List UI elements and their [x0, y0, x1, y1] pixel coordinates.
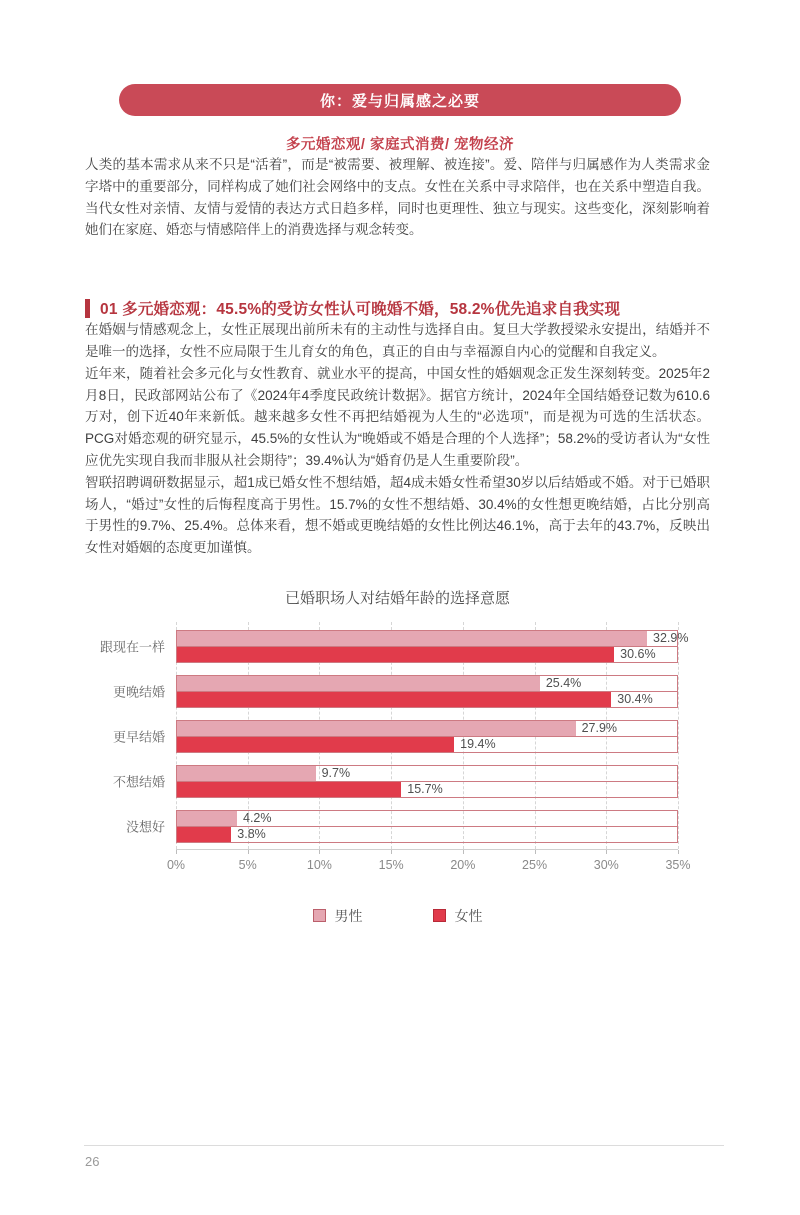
- axis-tick-mark: [391, 850, 392, 854]
- heading-accent-bar: [85, 299, 90, 318]
- axis-tick-label: 30%: [593, 857, 619, 872]
- bar-fill-女性: [177, 647, 614, 662]
- axis-tick-label: 15%: [378, 857, 404, 872]
- bar-chart: [85, 587, 710, 926]
- bar-value-label: 19.4%: [460, 737, 496, 752]
- axis-tick-label: 0%: [166, 857, 186, 872]
- chart-legend: [85, 906, 710, 926]
- section-banner: [119, 84, 681, 116]
- chart-x-axis: [166, 850, 691, 880]
- bar-track-女性: [176, 646, 678, 663]
- bar-track-女性: [176, 691, 678, 708]
- chart-category-row: [99, 630, 689, 663]
- bar-value-label: 32.9%: [653, 631, 689, 646]
- page-number: 26: [85, 1154, 100, 1169]
- section-heading: [85, 297, 710, 319]
- axis-tick-mark: [319, 850, 320, 854]
- axis-tick-mark: [535, 850, 536, 854]
- bar-track-男性: [176, 675, 678, 692]
- axis-tick-mark: [678, 850, 679, 854]
- axis-tick-label: 25%: [522, 857, 548, 872]
- bar-value-label: 30.4%: [617, 692, 653, 707]
- legend-item-女性: [433, 906, 483, 926]
- bar-fill-男性: [177, 631, 647, 646]
- bar-value-label: 3.8%: [237, 827, 266, 842]
- chart-title: 已婚职场人对结婚年龄的选择意愿: [284, 589, 510, 607]
- intro-paragraph: 人类的基本需求从来不只是“活着”，而是“被需要、被理解、被连接”。爱、陪伴与归属感作为人类需求金字塔中的重要部分，同样构成了她们社会网络中的支点。女性在关系中寻求陪伴，也在关系中塑造自我。当代女性对亲情、友情与爱情的表达方式日趋多样，同时也更理性、独立与现实。这些变化，深刻影响着她们在家庭、婚恋与情感陪伴上的消费选择与观念转变。: [85, 157, 710, 238]
- chart-plot-area: [99, 622, 689, 850]
- paragraph: 智联招聘调研数据显示，超1成已婚女性不想结婚，超4成未婚女性希望30岁以后结婚或不婚。对于已婚职场人，“婚过”女性的后悔程度高于男性。15.7%的女性不想结婚、30.4%的女性想更晚结婚，占比分别高于男性的9.7%、25.4%。总体来看，想不婚或更晚结婚的女性比例达46.1%，高于去年的43.7%，反映出女性对婚姻的态度更加谨慎。: [85, 474, 710, 556]
- axis-tick-label: 20%: [450, 857, 476, 872]
- legend-item-男性: [313, 906, 363, 926]
- legend-label: 女性: [454, 907, 483, 924]
- bar-track-女性: [176, 826, 678, 843]
- bar-fill-女性: [177, 827, 231, 842]
- legend-label: 男性: [334, 907, 363, 924]
- bar-track-男性: [176, 810, 678, 827]
- bar-value-label: 4.2%: [243, 811, 272, 826]
- category-label: 跟现在一样: [99, 639, 165, 655]
- legend-swatch-icon: [433, 909, 446, 922]
- bar-track-男性: [176, 720, 678, 737]
- chart-category-row: [112, 675, 678, 708]
- bar-value-label: 30.6%: [620, 647, 656, 662]
- legend-swatch-icon: [313, 909, 326, 922]
- gridline: [678, 622, 679, 849]
- category-label: 更早结婚: [112, 729, 165, 745]
- paragraph: 近年来，随着社会多元化与女性教育、就业水平的提高，中国女性的婚姻观念正发生深刻转变。2025年2月8日，民政部网站公布了《2024年4季度民政统计数据》。据官方统计，2024年全国结婚登记数为610.6万对，创下近40年来新低。越来越多女性不再把结婚视为人生的“必选项”，而是视为可选的生活状态。PCG对婚恋观的研究显示，45.5%的女性认为“晚婚或不婚是合理的个人选择”；58.2%的受访者认为“女性应优先实现自我而非服从社会期待”；39.4%认为“婚育仍是人生重要阶段”。: [85, 365, 710, 468]
- paragraph: 在婚姻与情感观念上，女性正展现出前所未有的主动性与选择自由。复旦大学教授梁永安提出，结婚并不是唯一的选择，女性不应局限于生儿育女的角色，真正的自由与幸福源自内心的觉醒和自我定义。: [85, 322, 710, 359]
- bar-track-女性: [176, 781, 678, 798]
- bar-value-label: 25.4%: [545, 676, 582, 691]
- bar-value-label: 15.7%: [407, 782, 443, 797]
- bar-fill-男性: [177, 721, 576, 736]
- axis-tick-label: 35%: [665, 857, 691, 872]
- axis-tick-mark: [176, 850, 177, 854]
- category-label: 没想好: [125, 819, 165, 835]
- bar-track-男性: [176, 630, 689, 647]
- category-label: 更晚结婚: [112, 684, 165, 700]
- axis-tick-mark: [463, 850, 464, 854]
- bar-value-label: 27.9%: [581, 721, 618, 736]
- footer-divider: [84, 1145, 724, 1146]
- axis-tick-mark: [248, 850, 249, 854]
- chart-category-row: [112, 765, 678, 798]
- bar-fill-男性: [177, 766, 316, 781]
- bar-fill-男性: [177, 676, 540, 691]
- banner-title: 你：爱与归属感之必要: [319, 92, 480, 110]
- bar-fill-男性: [177, 811, 237, 826]
- axis-tick-label: 5%: [238, 857, 257, 872]
- document-page: [0, 84, 800, 1215]
- bar-track-男性: [176, 765, 678, 782]
- bar-fill-女性: [177, 782, 401, 797]
- section-heading-text: 01 多元婚恋观：45.5%的受访女性认可晚婚不婚，58.2%优先追求自我实现: [100, 301, 621, 319]
- chart-category-row: [112, 720, 678, 753]
- content-column: [85, 154, 710, 926]
- category-label: 不想结婚: [112, 774, 165, 790]
- bar-fill-女性: [177, 737, 454, 752]
- axis-tick-label: 10%: [306, 857, 332, 872]
- bar-track-女性: [176, 736, 678, 753]
- subtitle: 多元婚恋观/ 家庭式消费/ 宠物经济: [285, 137, 515, 153]
- chart-category-row: [125, 810, 678, 843]
- bar-value-label: 9.7%: [321, 766, 351, 781]
- axis-tick-mark: [606, 850, 607, 854]
- bar-fill-女性: [177, 692, 611, 707]
